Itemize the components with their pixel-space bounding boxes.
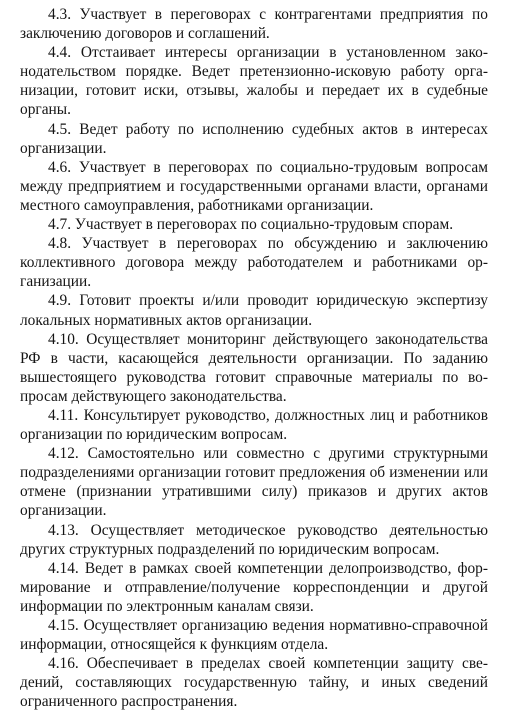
paragraph-4-15: 4.15. Осуществляет организацию ведения нормативно-справочной информации, относящейся к функциям отдела. — [20, 617, 488, 654]
paragraph-4-7: 4.7. Участвует в переговорах по социально-трудовым спорам. — [48, 216, 454, 234]
paragraph-4-13: 4.13. Осуществляет методическое руководство деятельностью других структурных подразделений по юридическим вопросам. — [20, 521, 488, 558]
paragraph-4-9: 4.9. Готовит проекты и/или проводит юридическую экспертизу локальных нормативных актов организации. — [20, 292, 488, 329]
document-page — [20, 5, 488, 711]
paragraph-4-5: 4.5. Ведет работу по исполнению судебных актов в интересах организации. — [20, 120, 488, 157]
paragraph-4-12: 4.12. Самостоятельно или совместно с другими структурными подразделениями организации готовит предложения об изменении или отмене (признании утратившими силу) приказов и других актов организации. — [20, 445, 488, 520]
paragraph-4-4: 4.4. Отстаивает интересы организации в установленном законодательством порядке. Ведет претензионно-исковую работу организации, готовит иски, отзывы, жалобы и передает их в судебные органы. — [20, 44, 488, 119]
paragraph-4-6: 4.6. Участвует в переговорах по социально-трудовым вопросам между предприятием и государственными органами власти, органами местного самоуправления, работниками организации. — [20, 158, 488, 214]
paragraph-4-3: 4.3. Участвует в переговорах с контрагентами предприятия по заключению договоров и соглашений. — [20, 6, 488, 43]
paragraph-4-8: 4.8. Участвует в переговорах по обсуждению и заключению коллективного договора между работодателем и работниками организации. — [20, 235, 488, 291]
paragraph-4-16: 4.16. Обеспечивает в пределах своей компетенции защиту сведений, составляющих государственную тайну, и иных сведений ограниченного распространения. — [20, 655, 488, 711]
paragraph-4-11: 4.11. Консультирует руководство, должностных лиц и работников организации по юридическим вопросам. — [20, 406, 488, 444]
paragraph-4-14: 4.14. Ведет в рамках своей компетенции делопроизводство, формирование и отправление/получение корреспонденции и другой информации по электронным каналам связи. — [20, 559, 488, 615]
paragraph-4-10: 4.10. Осуществляет мониторинг действующего законодательства РФ в части, касающейся деятельности организации. По заданию вышестоящего руководства готовит справочные материалы по вопросам действующего законодательства. — [20, 330, 488, 405]
